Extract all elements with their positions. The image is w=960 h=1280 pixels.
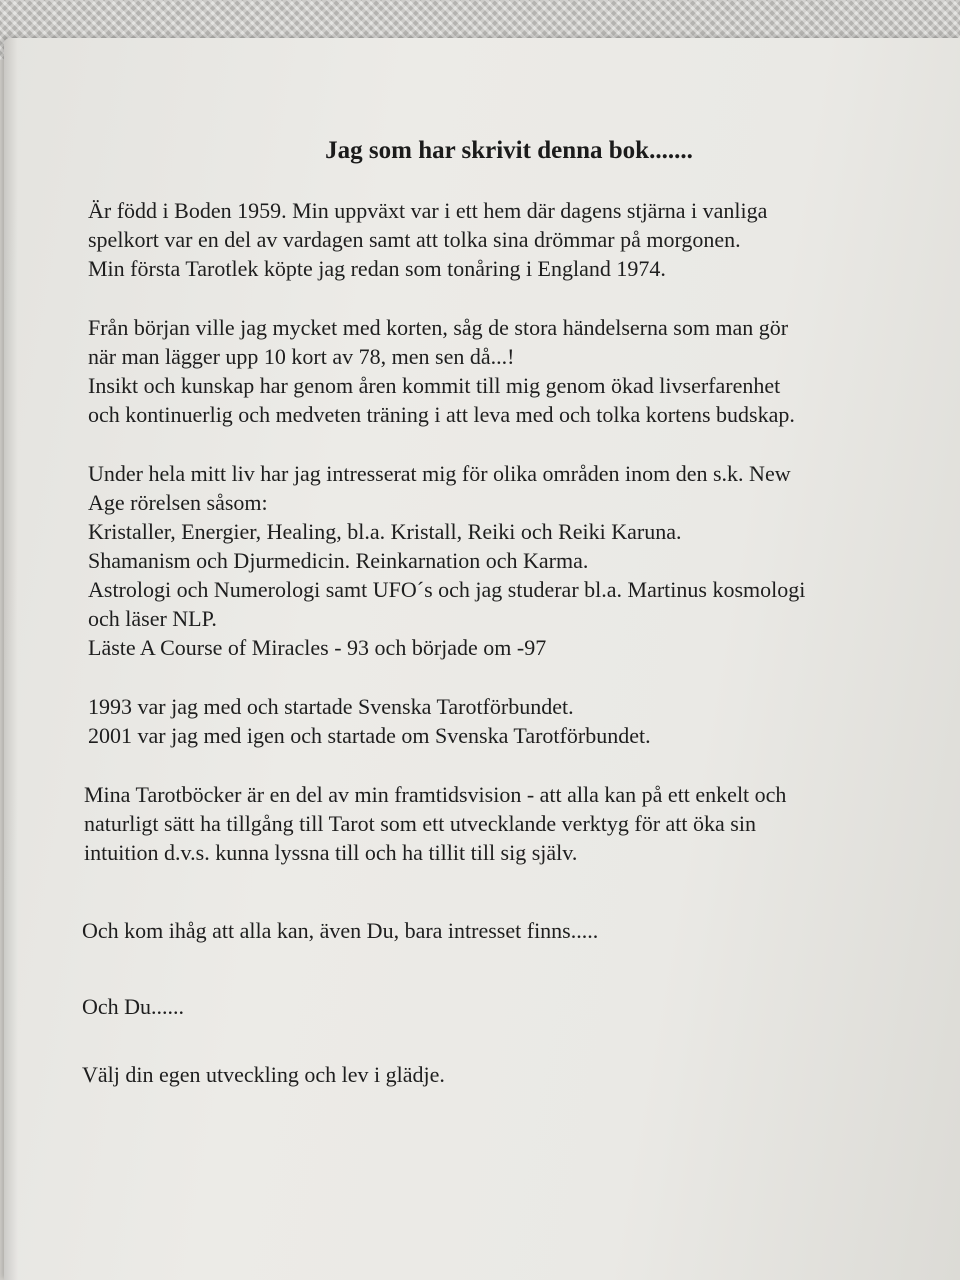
- text-line: Välj din egen utveckling och lev i glädje.: [82, 1062, 445, 1087]
- text-line: 1993 var jag med och startade Svenska Tarotförbundet.: [88, 694, 574, 719]
- page-title: Jag som har skrivit denna bok.......: [325, 137, 693, 164]
- text-line: Insikt och kunskap har genom åren kommit till mig genom ökad livserfarenhet: [88, 373, 781, 398]
- text-line: Age rörelsen såsom:: [88, 490, 268, 515]
- text-line: Under hela mitt liv har jag intresserat mig för olika områden inom den s.k. New: [88, 461, 791, 486]
- text-line: och läser NLP.: [88, 606, 217, 631]
- text-line: spelkort var en del av vardagen samt att tolka sina drömmar på morgonen.: [88, 227, 741, 252]
- text-line: Shamanism och Djurmedicin. Reinkarnation och Karma.: [88, 548, 589, 573]
- text-line: Är född i Boden 1959. Min uppväxt var i ett hem där dagens stjärna i vanliga: [88, 198, 768, 223]
- text-line: när man lägger upp 10 kort av 78, men sen då...!: [88, 344, 515, 369]
- text-line: intuition d.v.s. kunna lyssna till och ha tillit till sig själv.: [84, 840, 578, 865]
- text-line: Och kom ihåg att alla kan, även Du, bara intresset finns.....: [82, 918, 599, 943]
- text-line: Läste A Course of Miracles - 93 och började om -97: [88, 635, 547, 660]
- text-line: Min första Tarotlek köpte jag redan som tonåring i England 1974.: [88, 256, 666, 281]
- text-line: Mina Tarotböcker är en del av min framtidsvision - att alla kan på ett enkelt och: [84, 782, 787, 807]
- text-line: och kontinuerlig och medveten träning i att leva med och tolka kortens budskap.: [88, 402, 795, 427]
- text-line: Astrologi och Numerologi samt UFO´s och jag studerar bl.a. Martinus kosmologi: [88, 577, 806, 602]
- book-page: [4, 38, 960, 1280]
- text-line: naturligt sätt ha tillgång till Tarot som ett utvecklande verktyg för att öka sin: [84, 811, 756, 836]
- text-line: Kristaller, Energier, Healing, bl.a. Kristall, Reiki och Reiki Karuna.: [88, 519, 682, 544]
- text-line: Och Du......: [82, 994, 185, 1019]
- text-line: Från början ville jag mycket med korten, såg de stora händelserna som man gör: [88, 315, 789, 340]
- text-line: 2001 var jag med igen och startade om Svenska Tarotförbundet.: [88, 723, 651, 748]
